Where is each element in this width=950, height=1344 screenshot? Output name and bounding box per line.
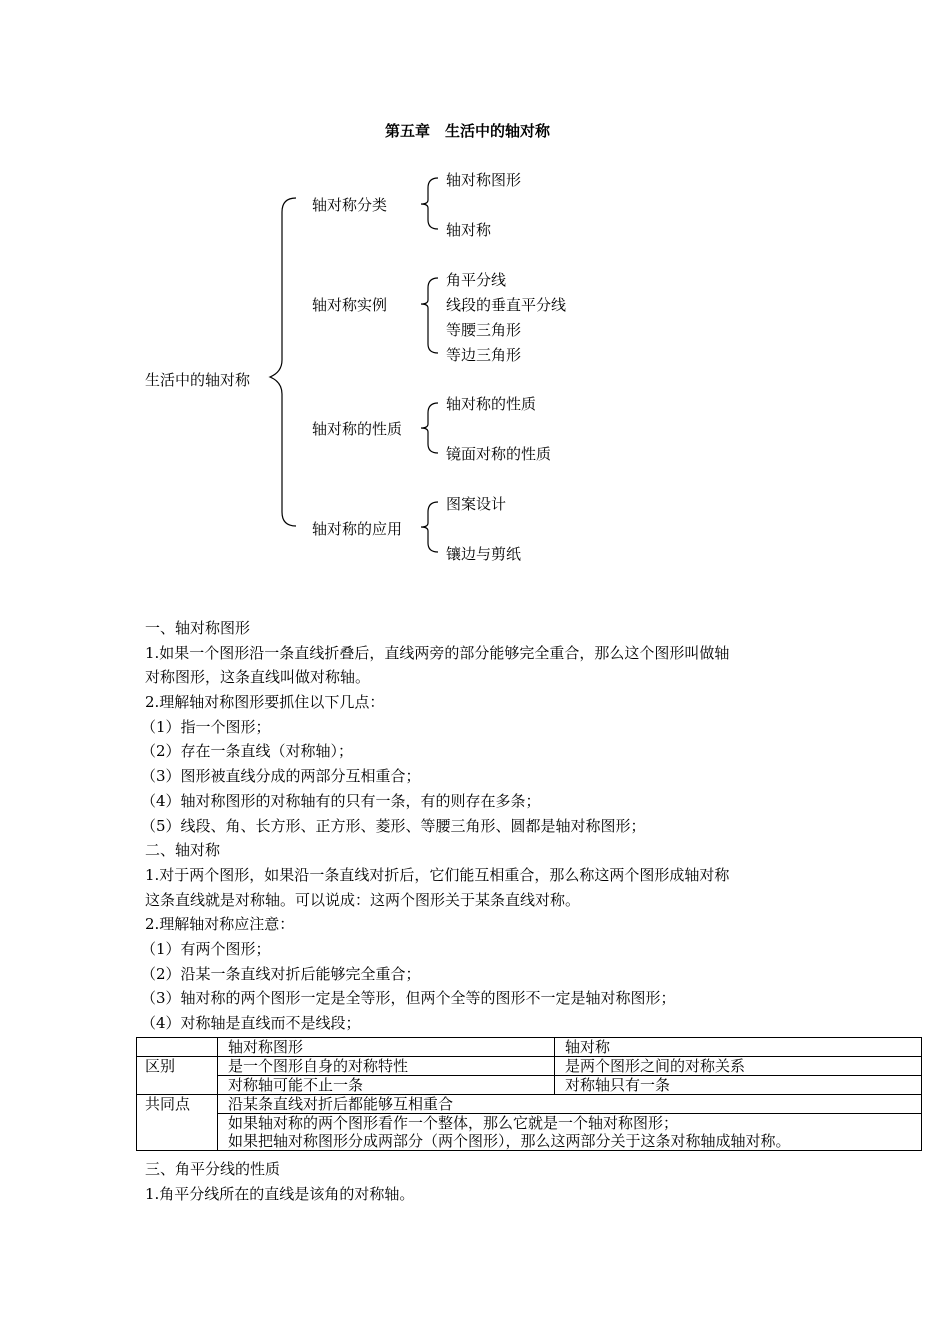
table-cell: 对称轴只有一条 xyxy=(555,1076,922,1095)
table-row-label: 共同点 xyxy=(137,1095,218,1151)
table-cell: 沿某条直线对折后都能够互相重合 xyxy=(218,1095,922,1114)
text-line: （1）指一个图形； xyxy=(141,717,271,736)
table-cell: 是一个图形自身的对称特性 xyxy=(218,1057,555,1076)
branch-brace-4 xyxy=(421,502,438,552)
table-row xyxy=(137,1076,922,1095)
text-line: （1）有两个图形； xyxy=(141,939,271,958)
text-line: 1.对于两个图形，如果沿一条直线对折后，它们能互相重合，那么称这两个图形成轴对称 xyxy=(145,865,730,884)
table-row xyxy=(137,1057,922,1076)
text-line: 2.理解轴对称应注意： xyxy=(145,915,295,934)
text-line: （3）轴对称的两个图形一定是全等形，但两个全等的图形不一定是轴对称图形； xyxy=(141,989,676,1008)
branch-3-label: 轴对称的性质 xyxy=(312,420,403,438)
body-text-2 xyxy=(145,1157,845,1206)
text-line: 1.角平分线所在的直线是该角的对称轴。 xyxy=(145,1184,415,1203)
branch-2-child-3: 等腰三角形 xyxy=(446,321,522,339)
branch-2-child-4: 等边三角形 xyxy=(446,346,522,364)
text-line: （2）沿某一条直线对折后能够完全重合； xyxy=(141,964,421,983)
table-cell xyxy=(137,1038,218,1057)
text-line: 对称图形，这条直线叫做对称轴。 xyxy=(145,668,371,687)
body-text-1 xyxy=(141,616,845,1036)
table-row-label: 区别 xyxy=(137,1057,218,1095)
table-cell-line: 如果轴对称的两个图形看作一个整体，那么它就是一个轴对称图形； xyxy=(228,1114,679,1132)
table-cell-multiline xyxy=(218,1114,922,1151)
section-heading: 二、轴对称 xyxy=(145,841,221,860)
branch-brace-2 xyxy=(421,278,438,353)
table-header-cell: 轴对称 xyxy=(555,1038,922,1057)
branch-1-child-2: 轴对称 xyxy=(446,221,492,239)
branch-brace-3 xyxy=(421,403,438,453)
text-line: 2.理解轴对称图形要抓住以下几点： xyxy=(145,693,385,712)
text-line: （5）线段、角、长方形、正方形、菱形、等腰三角形、圆都是轴对称图形； xyxy=(141,816,646,835)
table-row xyxy=(137,1095,922,1114)
table-cell: 对称轴可能不止一条 xyxy=(218,1076,555,1095)
branch-2-child-2: 线段的垂直平分线 xyxy=(446,296,567,314)
branch-brace-1 xyxy=(421,178,438,229)
comparison-table xyxy=(136,1037,922,1151)
root-brace xyxy=(270,198,296,526)
text-line: （4）轴对称图形的对称轴有的只有一条，有的则存在多条； xyxy=(141,791,541,810)
branch-1-child-1: 轴对称图形 xyxy=(446,171,522,189)
branch-4-child-2: 镶边与剪纸 xyxy=(446,545,522,563)
table-row xyxy=(137,1114,922,1151)
text-line: （4）对称轴是直线而不是线段； xyxy=(141,1014,361,1032)
section-heading: 一、轴对称图形 xyxy=(145,619,251,637)
branch-3-child-2: 镜面对称的性质 xyxy=(446,445,552,463)
table-header-cell: 轴对称图形 xyxy=(218,1038,555,1057)
text-line: 这条直线就是对称轴。可以说成：这两个图形关于某条直线对称。 xyxy=(145,890,581,909)
page-title: 第五章 生活中的轴对称 xyxy=(385,122,551,140)
branch-1-label: 轴对称分类 xyxy=(312,196,388,214)
text-line: （3）图形被直线分成的两部分互相重合； xyxy=(141,767,421,786)
section-heading: 三、角平分线的性质 xyxy=(145,1160,281,1178)
branch-4-child-1: 图案设计 xyxy=(446,495,507,513)
table-cell-line: 如果把轴对称图形分成两部分（两个图形），那么这两部分关于这条对称轴成轴对称。 xyxy=(228,1132,791,1150)
branch-3-child-1: 轴对称的性质 xyxy=(446,395,537,413)
branch-2-label: 轴对称实例 xyxy=(312,296,388,314)
mindmap-root: 生活中的轴对称 xyxy=(145,371,251,389)
text-line: （2）存在一条直线（对称轴）； xyxy=(141,742,354,761)
branch-2-child-1: 角平分线 xyxy=(446,271,507,289)
table-cell: 是两个图形之间的对称关系 xyxy=(555,1057,922,1076)
branch-4-label: 轴对称的应用 xyxy=(312,520,403,538)
table-header-row xyxy=(137,1038,922,1057)
text-line: 1.如果一个图形沿一条直线折叠后，直线两旁的部分能够完全重合，那么这个图形叫做轴 xyxy=(145,643,730,662)
